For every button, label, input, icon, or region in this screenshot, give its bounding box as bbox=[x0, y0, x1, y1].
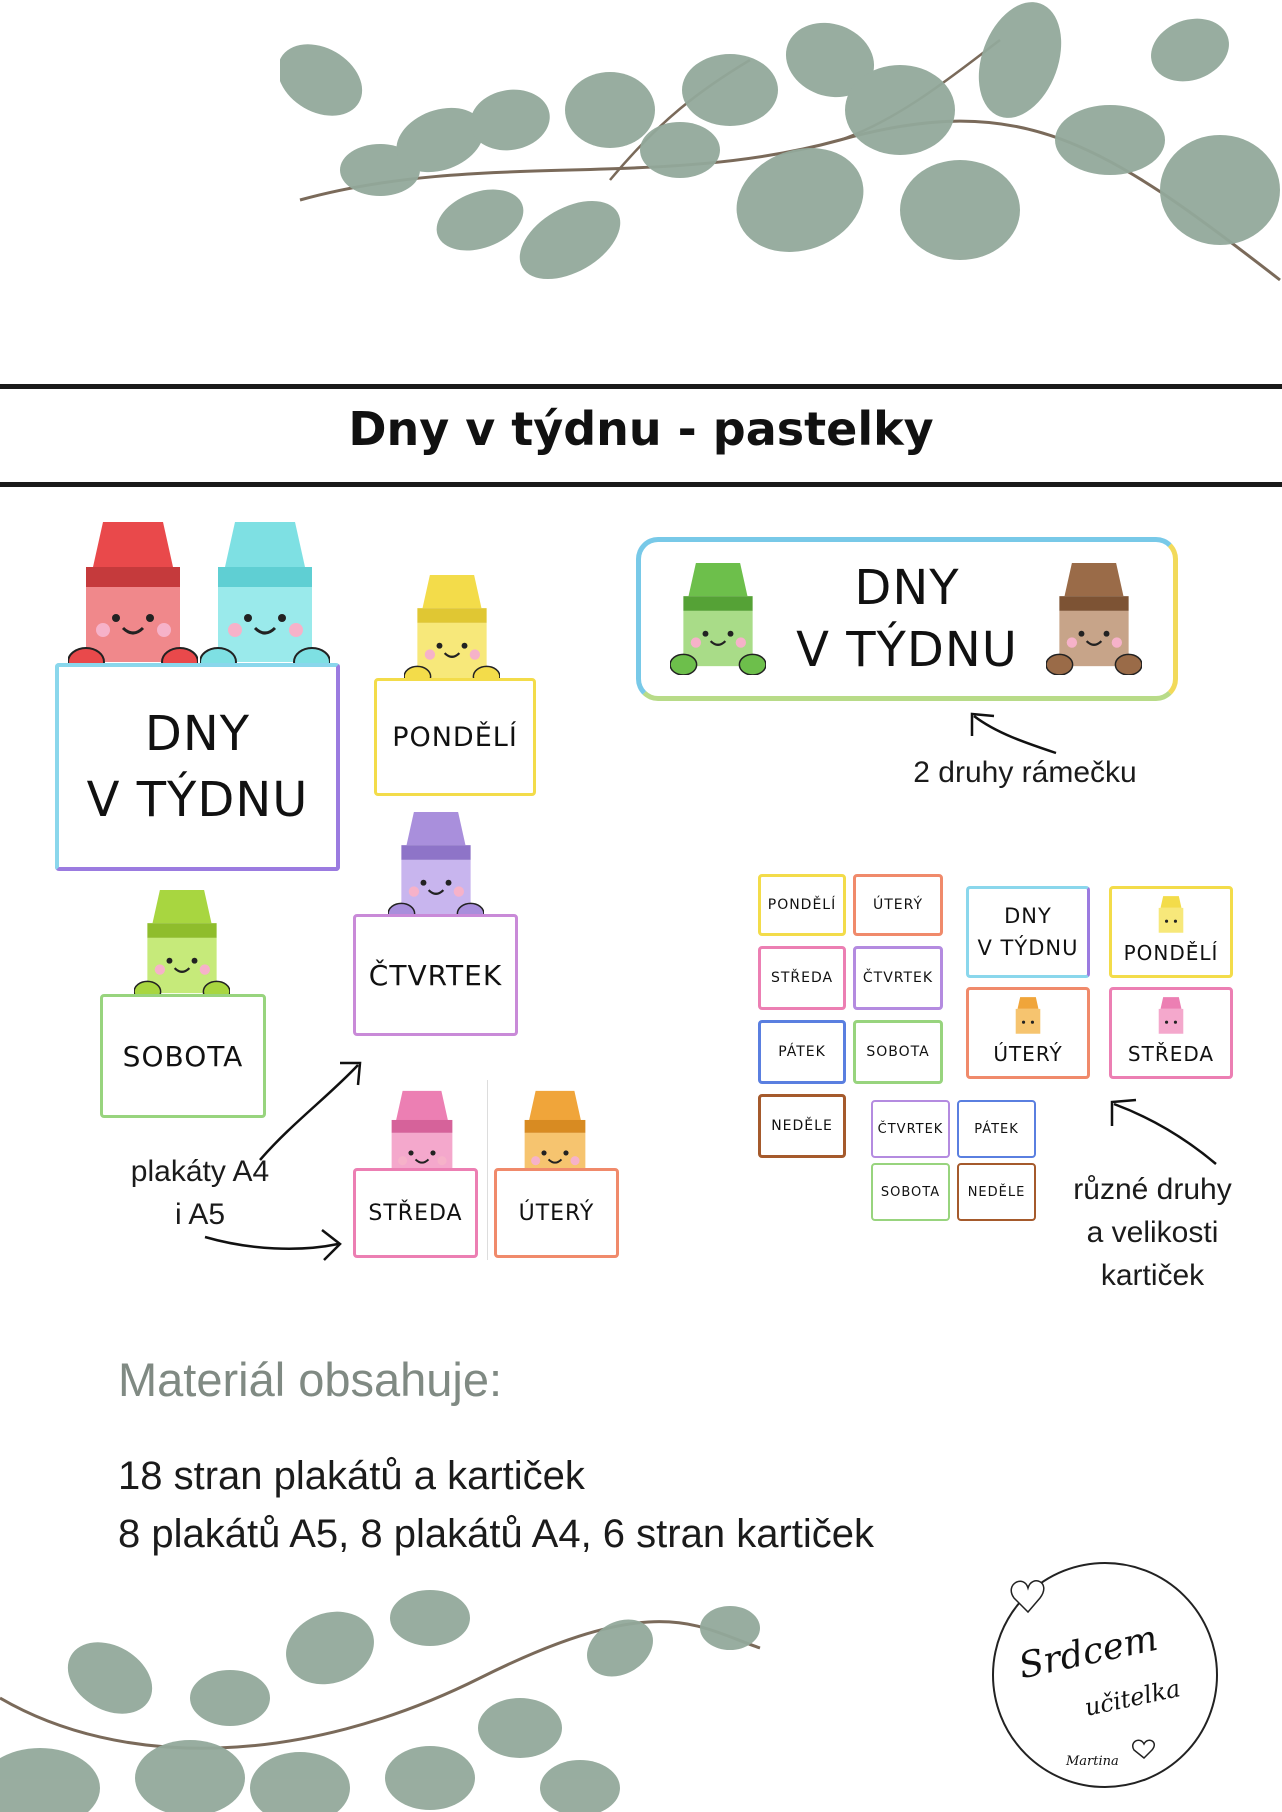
posters-note bbox=[100, 1150, 300, 1236]
arrow-to-posters-up-icon bbox=[250, 1055, 370, 1165]
utery-poster-label: ÚTERÝ bbox=[518, 1200, 595, 1226]
red-crayon-icon bbox=[68, 522, 198, 680]
small-card-nedele bbox=[758, 1094, 846, 1158]
small-card-pondeli bbox=[758, 874, 846, 936]
frames-note: 2 druhy rámečku bbox=[913, 756, 1137, 789]
poster-divider bbox=[487, 1080, 488, 1260]
cyan-crayon-icon bbox=[200, 522, 330, 680]
streda-poster-card bbox=[353, 1168, 478, 1258]
small-card-label: SOBOTA bbox=[866, 1044, 930, 1060]
cards-note-line2: a velikosti bbox=[1086, 1216, 1219, 1249]
small-card-label: SOBOTA bbox=[880, 1184, 941, 1200]
brown-crayon-icon bbox=[1046, 563, 1142, 675]
lime-crayon-icon bbox=[134, 890, 230, 1002]
small-yellow-crayon-icon bbox=[1154, 895, 1188, 937]
cards-note-line3: kartiček bbox=[1100, 1259, 1205, 1292]
green-crayon-icon bbox=[670, 563, 766, 675]
frame-banner-line2: V TÝDNU bbox=[796, 622, 1018, 678]
small-card-patek-2 bbox=[957, 1100, 1036, 1158]
pondeli-poster-card bbox=[374, 678, 536, 796]
small-card-utery bbox=[853, 874, 943, 936]
small-card-label: ÚTERÝ bbox=[872, 897, 924, 913]
frame-banner-line1: DNY bbox=[854, 560, 960, 616]
medium-card-line2: V TÝDNU bbox=[977, 936, 1079, 960]
medium-card-label: PONDĚLÍ bbox=[1123, 941, 1219, 965]
medium-card-utery bbox=[966, 987, 1090, 1079]
ctvrtek-poster-card bbox=[353, 914, 518, 1036]
yellow-crayon-icon bbox=[404, 575, 500, 687]
contents-line-1: 18 stran plakátů a kartiček bbox=[118, 1454, 585, 1498]
medium-card-line1: DNY bbox=[1004, 904, 1052, 928]
page-title: Dny v týdnu - pastelky bbox=[348, 402, 934, 456]
posters-note-line1: plakáty A4 bbox=[130, 1155, 270, 1188]
cards-note bbox=[1040, 1168, 1265, 1297]
main-poster-card bbox=[55, 663, 340, 871]
utery-poster-card bbox=[494, 1168, 619, 1258]
ctvrtek-poster-label: ČTVRTEK bbox=[368, 958, 503, 992]
eucalyptus-bottom-decoration bbox=[0, 1588, 780, 1812]
contents-heading: Materiál obsahuje: bbox=[118, 1353, 503, 1406]
small-card-label: PONDĚLÍ bbox=[767, 897, 837, 913]
small-pink-crayon-icon bbox=[1154, 996, 1188, 1038]
pondeli-poster-label: PONDĚLÍ bbox=[392, 721, 518, 753]
small-card-label: ČTVRTEK bbox=[877, 1121, 944, 1137]
streda-poster-label: STŘEDA bbox=[368, 1200, 463, 1226]
cards-note-line1: různé druhy bbox=[1073, 1173, 1232, 1206]
contents-line-2: 8 plakátů A5, 8 plakátů A4, 6 stran kartiček bbox=[118, 1512, 875, 1556]
main-poster-line2: V TÝDNU bbox=[86, 772, 309, 828]
logo-text-line2: učitelka bbox=[1082, 1674, 1183, 1722]
sobota-poster-label: SOBOTA bbox=[122, 1039, 244, 1073]
medium-card-dny bbox=[966, 886, 1090, 978]
small-card-label: NEDĚLE bbox=[771, 1118, 833, 1134]
small-card-label: NEDĚLE bbox=[967, 1184, 1026, 1200]
medium-card-pondeli bbox=[1109, 886, 1233, 978]
title-bottom-rule bbox=[0, 482, 1282, 487]
sobota-poster-card bbox=[100, 994, 266, 1118]
main-poster-line1: DNY bbox=[144, 706, 251, 762]
small-card-ctvrtek bbox=[853, 946, 943, 1010]
small-card-label: STŘEDA bbox=[770, 970, 834, 986]
posters-note-line2: i A5 bbox=[174, 1198, 226, 1231]
small-card-label: PÁTEK bbox=[778, 1044, 826, 1060]
small-card-streda bbox=[758, 946, 846, 1010]
arrow-to-cards-icon bbox=[1104, 1092, 1224, 1172]
logo bbox=[984, 1554, 1226, 1796]
small-card-nedele-2 bbox=[957, 1163, 1036, 1221]
logo-signature: Martina bbox=[1066, 1754, 1119, 1769]
purple-crayon-icon bbox=[388, 812, 484, 924]
medium-card-label: ÚTERÝ bbox=[993, 1042, 1063, 1066]
eucalyptus-top-decoration bbox=[280, 0, 1282, 340]
small-orange-crayon-icon bbox=[1011, 996, 1045, 1038]
medium-card-streda bbox=[1109, 987, 1233, 1079]
logo-text-line1: Srdcem bbox=[1015, 1617, 1162, 1688]
small-card-ctvrtek-2 bbox=[871, 1100, 950, 1158]
small-card-sobota bbox=[853, 1020, 943, 1084]
small-card-sobota-2 bbox=[871, 1163, 950, 1221]
small-card-label: ČTVRTEK bbox=[862, 970, 934, 986]
small-card-label: PÁTEK bbox=[974, 1121, 1019, 1137]
small-card-patek bbox=[758, 1020, 846, 1084]
title-top-rule bbox=[0, 384, 1282, 389]
medium-card-label: STŘEDA bbox=[1127, 1042, 1215, 1066]
